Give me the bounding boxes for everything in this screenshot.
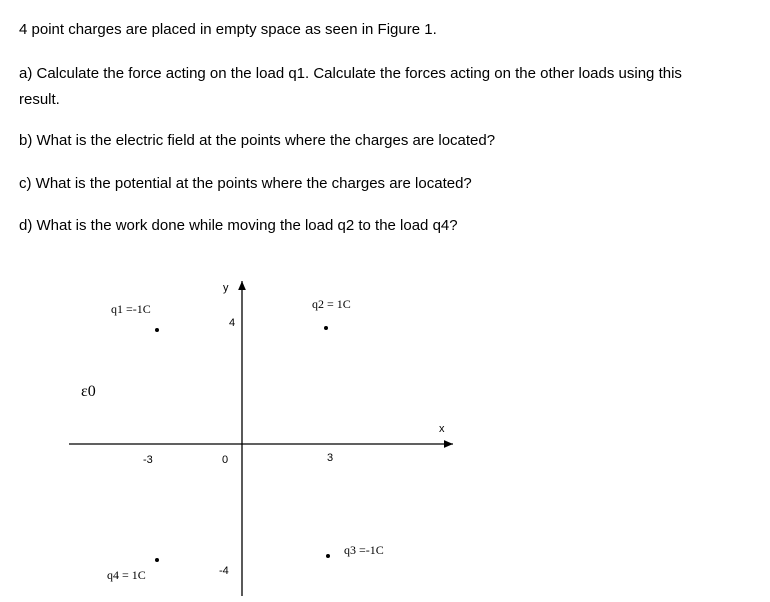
intro-text: 4 point charges are placed in empty space as seen in Figure 1. [19,21,437,38]
tick-y-pos4: 4 [229,317,236,329]
charge-q2-dot [324,326,328,330]
y-axis-label: y [223,282,229,294]
charge-q1-label: q1 =-1C [111,302,151,316]
question-b: b) What is the electric field at the points where the charges are located? [19,132,496,149]
tick-x-pos3: 3 [327,452,334,464]
question-c: c) What is the potential at the points where the charges are located? [19,175,472,192]
charge-q3-dot [326,554,330,558]
tick-origin: 0 [222,454,229,466]
question-d: d) What is the work done while moving the load q2 to the load q4? [19,217,458,234]
tick-x-neg3: -3 [143,454,153,466]
tick-y-neg4: -4 [219,565,229,577]
charge-q4-dot [155,558,159,562]
charge-q3-label: q3 =-1C [344,543,384,557]
charge-q1-dot [155,328,159,332]
charge-q4-label: q4 = 1C [107,568,146,582]
question-a-line2: result. [19,91,60,108]
x-axis-label: x [439,423,445,435]
question-a-line1: a) Calculate the force acting on the load q1. Calculate the forces acting on the other loads using this [19,65,682,82]
epsilon-zero-symbol: ε0 [81,383,96,400]
charge-q2-label: q2 = 1C [312,297,351,311]
